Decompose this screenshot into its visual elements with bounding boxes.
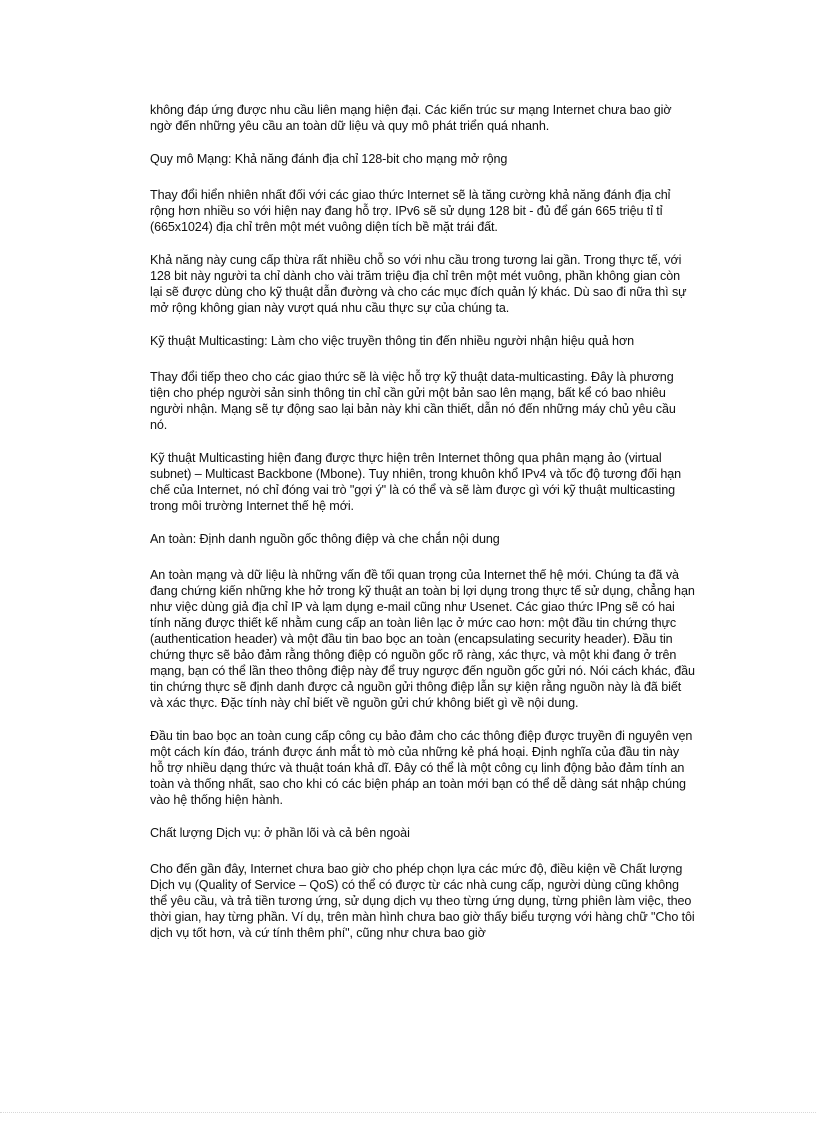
paragraph-mbone: Kỹ thuật Multicasting hiện đang được thực hiện trên Internet thông qua phân mạng ảo (virtual subnet) – Multicast Backbone (Mbone). Tuy nhiên, trong khuôn khổ IPv4 và tốc độ tương đối hạn chế của Internet, nó chỉ đóng vai trò "gợi ý" là có thể và sẽ làm được gì với kỹ thuật multicasting trong môi trường Internet thế hệ mới. <box>150 451 682 513</box>
heading-network-scale: Quy mô Mạng: Khả năng đánh địa chỉ 128-bit cho mạng mở rộng <box>150 152 508 166</box>
paragraph-data-multicasting: Thay đổi tiếp theo cho các giao thức sẽ là việc hỗ trợ kỹ thuật data-multicasting. Đây là phương tiện cho phép người sản sinh thông tin chỉ cần gửi một bản sao lên mạng, bất kể có bao nhiêu người nhận. Mạng sẽ tự động sao lại bản này khi cần thiết, dẫn nó đến những máy chủ yêu cầu nó. <box>150 370 676 432</box>
paragraph-authentication-header: An toàn mạng và dữ liệu là những vấn đề tối quan trọng của Internet thế hệ mới. Chúng ta đã và đang chứng kiến những khe hở trong kỹ thuật an toàn bị lợi dụng trong thực tế sử dụng, chẳng hạn như việc dùng giả địa chỉ IP và lạm dụng e-mail cũng như Usenet. Các giao thức IPng sẽ có hai tính năng được thiết kế nhằm cung cấp an toàn liên lạc ở mức cao hơn: một đầu tin chứng thực (authentication header) và một đầu tin bao bọc an toàn (encapsulating security header). Đầu tin chứng thực sẽ bảo đảm rằng thông điệp có nguồn gốc rõ ràng, xác thực, và một khi đang ở trên mạng, bạn có thể lần theo thông điệp này để truy ngược đến nguồn gốc gửi nó. Nói cách khác, đầu tin chứng thực sẽ định danh được cả nguồn gửi thông điệp lẫn sự kiện rằng nguồn này là đã biết và xác thực. Đặc tính này chỉ biết về nguồn gửi chứ không biết gì về nội dung. <box>150 568 695 710</box>
document-body <box>150 102 695 958</box>
paragraph-encapsulating-header: Đầu tin bao bọc an toàn cung cấp công cụ bảo đảm cho các thông điệp được truyền đi nguyên vẹn một cách kín đáo, tránh được ánh mắt tò mò của những kẻ phá hoại. Định nghĩa của đầu tin này hỗ trợ nhiều dạng thức và thuật toán khả dĩ. Đây có thể là một công cụ linh động bảo đảm tính an toàn và thống nhất, sao cho khi có các biện pháp an toàn mới bạn có thể dễ dàng sát nhập chúng vào hệ thống hiện hành. <box>150 729 693 807</box>
paragraph-intro: không đáp ứng được nhu cầu liên mạng hiện đại. Các kiến trúc sư mạng Internet chưa bao giờ ngờ đến những yêu cầu an toàn dữ liệu và quy mô phát triển quá nhanh. <box>150 103 672 133</box>
paragraph-qos: Cho đến gần đây, Internet chưa bao giờ cho phép chọn lựa các mức độ, điều kiện về Chất lượng Dịch vụ (Quality of Service – QoS) có thể có được từ các nhà cung cấp, người dùng cũng không thể yêu cầu, và trả tiền tương ứng, sử dụng dịch vụ theo từng ứng dụng, từng phiên làm việc, theo thời gian, hay từng phần. Ví dụ, trên màn hình chưa bao giờ thấy biểu tượng với hàng chữ "Cho tôi dịch vụ tốt hơn, và cứ tính thêm phí", cũng như chưa bao giờ <box>150 862 695 940</box>
page-bottom-divider <box>0 1112 816 1113</box>
heading-security: An toàn: Định danh nguồn gốc thông điệp và che chắn nội dung <box>150 532 500 546</box>
paragraph-address-capacity: Khả năng này cung cấp thừa rất nhiều chỗ so với nhu cầu trong tương lai gần. Trong thực tế, với 128 bit này người ta chỉ dành cho vài trăm triệu địa chỉ trên một mét vuông, phần không gian còn lại sẽ được dùng cho kỹ thuật dẫn đường và cho các mục đích quản lý khác. Dù sao đi nữa thì sự mở rộng không gian này vượt quá nhu cầu thực sự của chúng ta. <box>150 253 687 315</box>
heading-qos: Chất lượng Dịch vụ: ở phần lõi và cả bên ngoài <box>150 826 410 840</box>
heading-multicasting: Kỹ thuật Multicasting: Làm cho việc truyền thông tin đến nhiều người nhận hiệu quả hơn <box>150 334 635 348</box>
paragraph-address-expansion: Thay đổi hiển nhiên nhất đối với các giao thức Internet sẽ là tăng cường khả năng đánh địa chỉ rộng hơn nhiều so với hiện nay đang hỗ trợ. IPv6 sẽ sử dụng 128 bit - đủ để gán 665 triệu tỉ tỉ (665x1024) địa chỉ trên một mét vuông diện tích bề mặt trái đất. <box>150 188 671 234</box>
